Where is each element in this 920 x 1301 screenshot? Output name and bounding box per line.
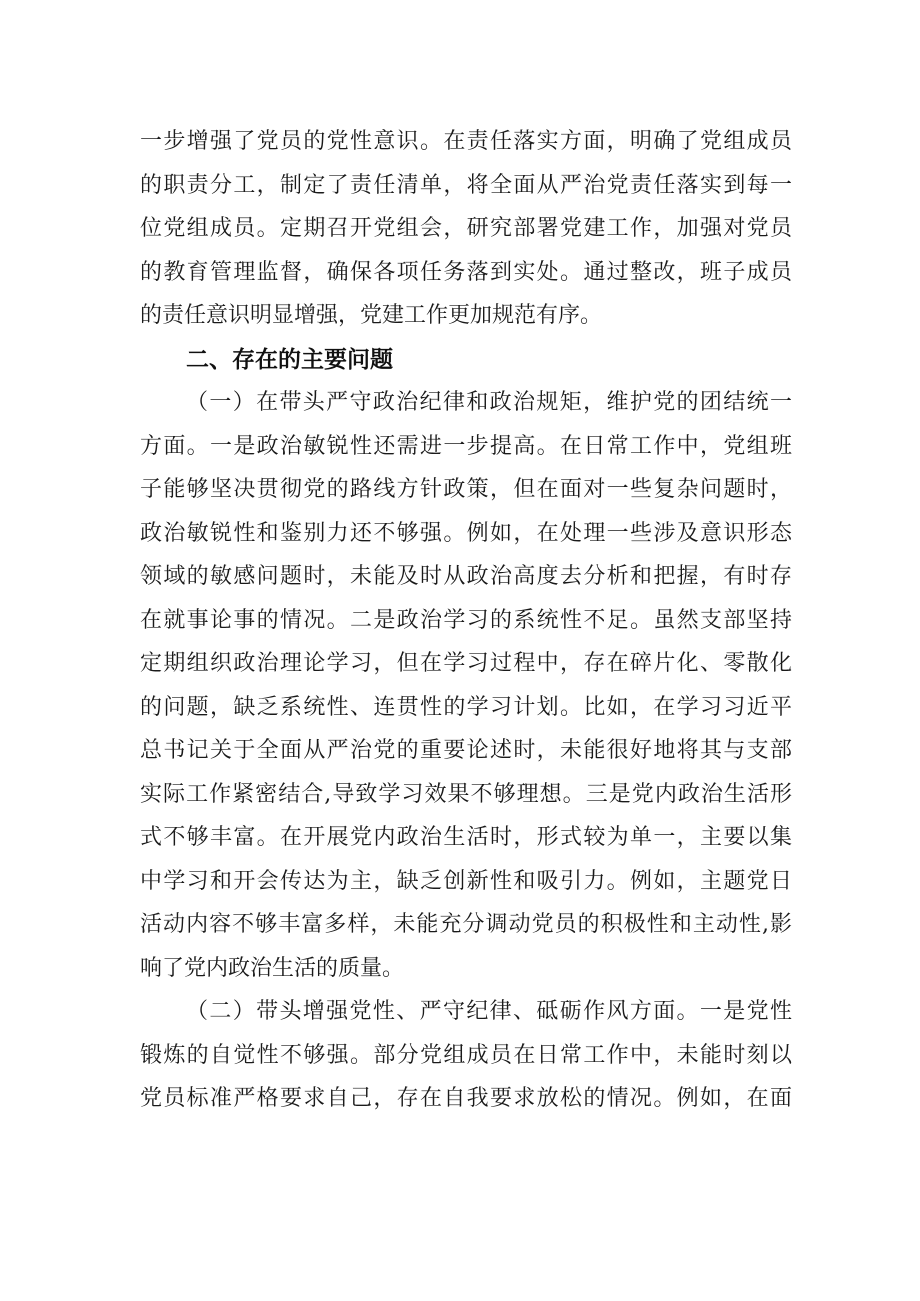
text-line: 式不够丰富。在开展党内政治生活时，形式较为单一，主要以集 xyxy=(140,825,792,850)
text-line: 的教育管理监督，确保各项任务落到实处。通过整改，班子成员 xyxy=(140,260,792,285)
text-line: 一步增强了党员的党性意识。在责任落实方面，明确了党组成员 xyxy=(140,129,792,154)
text-line: 位党组成员。定期召开党组会，研究部署党建工作，加强对党员 xyxy=(140,216,792,241)
text-line: 活动内容不够丰富多样，未能充分调动党员的积极性和主动性,影 xyxy=(140,912,792,937)
text-line: 党员标准严格要求自己，存在自我要求放松的情况。例如，在面 xyxy=(140,1086,792,1111)
text-line: 实际工作紧密结合,导致学习效果不够理想。三是党内政治生活形 xyxy=(140,782,792,807)
text-line: 的问题，缺乏系统性、连贯性的学习计划。比如，在学习习近平 xyxy=(140,695,792,720)
text-line: 子能够坚决贯彻党的路线方针政策，但在面对一些复杂问题时， xyxy=(140,477,792,502)
text-line: 响了党内政治生活的质量。 xyxy=(140,956,405,981)
text-line: 总书记关于全面从严治党的重要论述时，未能很好地将其与支部 xyxy=(140,738,792,763)
section-heading: 二、存在的主要问题 xyxy=(186,347,393,373)
text-line: （二）带头增强党性、严守纪律、砥砺作风方面。一是党性 xyxy=(186,999,792,1024)
text-line: 领域的敏感问题时，未能及时从政治高度去分析和把握，有时存 xyxy=(140,564,792,589)
text-line: 的职责分工，制定了责任清单，将全面从严治党责任落实到每一 xyxy=(140,173,792,198)
text-line: 在就事论事的情况。二是政治学习的系统性不足。虽然支部坚持 xyxy=(140,608,792,633)
text-line: （一）在带头严守政治纪律和政治规矩，维护党的团结统一 xyxy=(186,390,792,415)
text-line: 方面。一是政治敏锐性还需进一步提高。在日常工作中，党组班 xyxy=(140,434,792,459)
text-line: 的责任意识明显增强，党建工作更加规范有序。 xyxy=(140,303,603,328)
text-line: 锻炼的自觉性不够强。部分党组成员在日常工作中，未能时刻以 xyxy=(140,1043,792,1068)
text-line: 定期组织政治理论学习，但在学习过程中，存在碎片化、零散化 xyxy=(140,651,792,676)
text-line: 政治敏锐性和鉴别力还不够强。例如，在处理一些涉及意识形态 xyxy=(140,521,792,546)
text-line: 中学习和开会传达为主，缺乏创新性和吸引力。例如，主题党日 xyxy=(140,869,792,894)
